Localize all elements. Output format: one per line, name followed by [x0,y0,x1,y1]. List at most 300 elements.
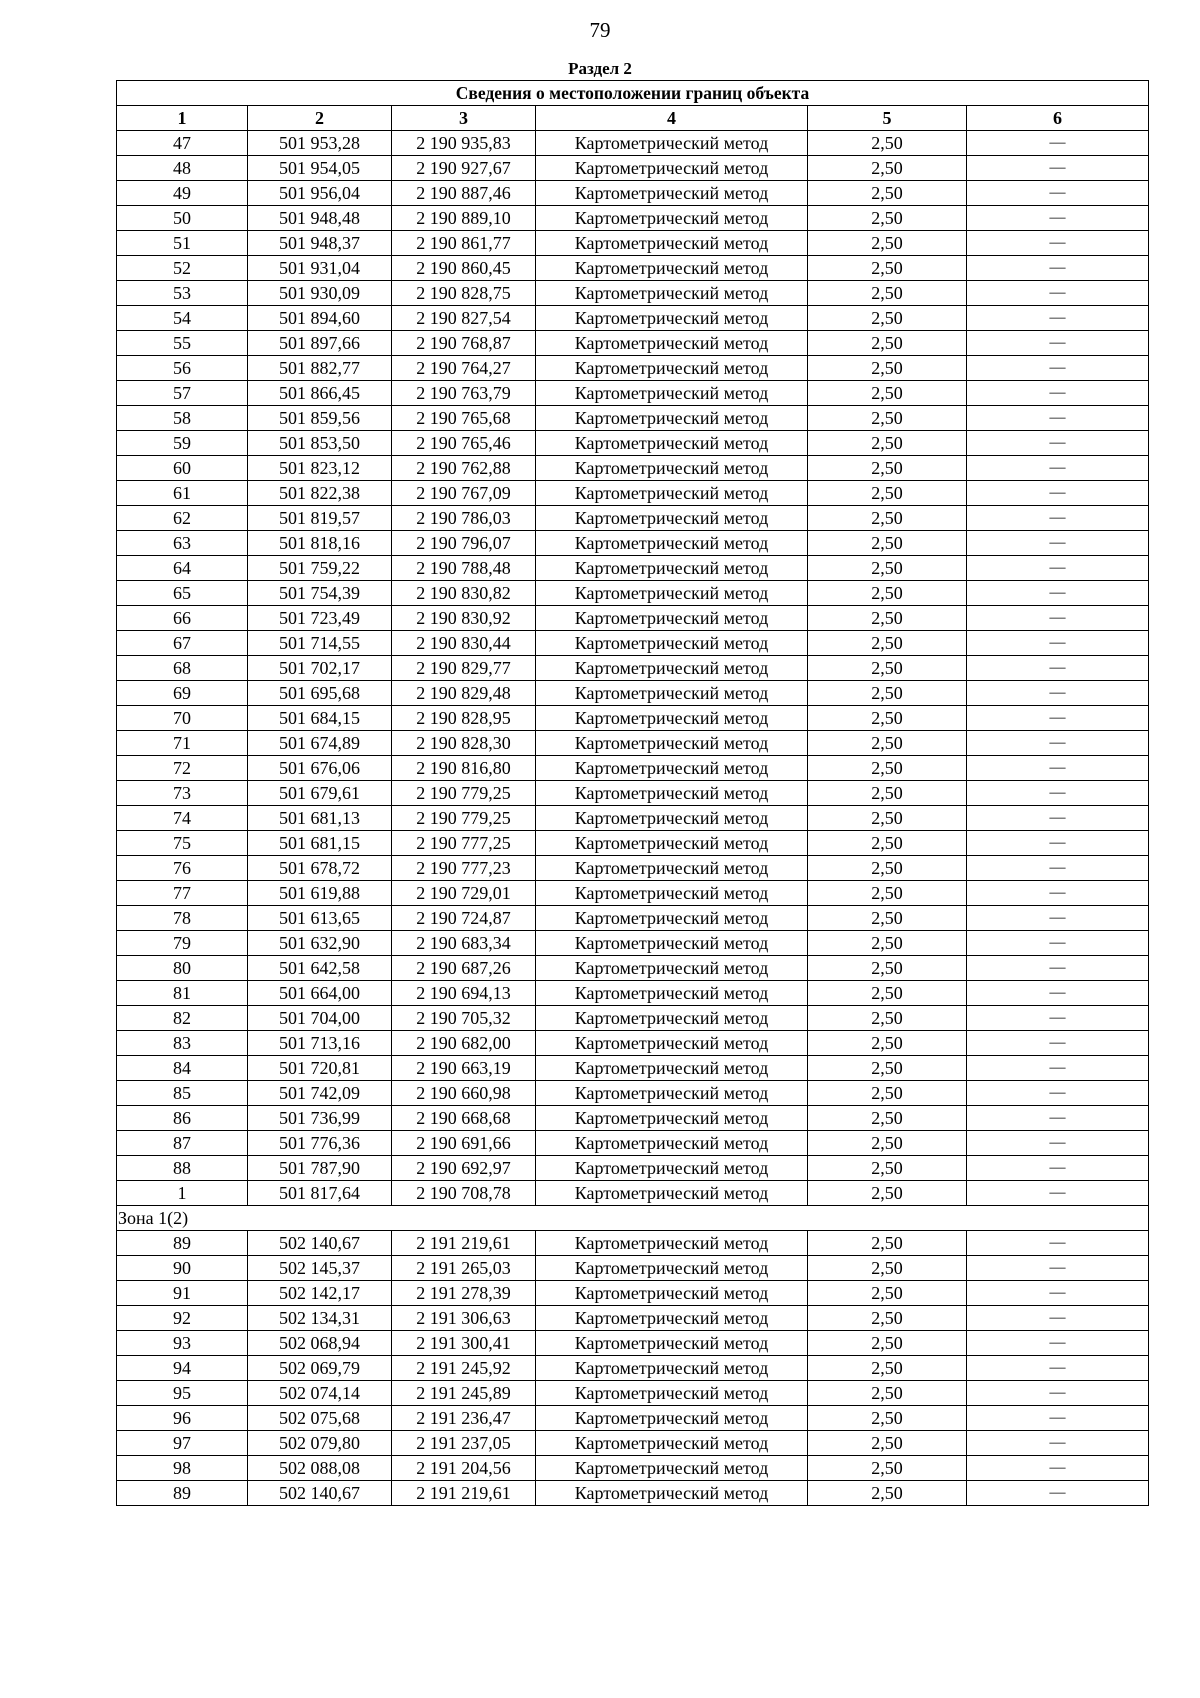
point-number-cell: 53 [117,281,248,306]
accuracy-cell: 2,50 [808,806,967,831]
table-row [117,831,1149,856]
accuracy-cell: 2,50 [808,1031,967,1056]
table-row [117,1406,1149,1431]
method-cell: Картометрический метод [536,956,808,981]
method-cell: Картометрический метод [536,281,808,306]
x-coordinate-cell: 501 859,56 [248,406,392,431]
description-cell: — [967,831,1149,856]
x-coordinate-cell: 502 075,68 [248,1406,392,1431]
y-coordinate-cell: 2 190 687,26 [392,956,536,981]
table-row [117,1481,1149,1506]
description-cell: — [967,956,1149,981]
point-number-cell: 78 [117,906,248,931]
y-coordinate-cell: 2 190 777,23 [392,856,536,881]
y-coordinate-cell: 2 190 691,66 [392,1131,536,1156]
description-cell: — [967,981,1149,1006]
x-coordinate-cell: 501 642,58 [248,956,392,981]
x-coordinate-cell: 501 619,88 [248,881,392,906]
y-coordinate-cell: 2 191 278,39 [392,1281,536,1306]
accuracy-cell: 2,50 [808,931,967,956]
accuracy-cell: 2,50 [808,581,967,606]
accuracy-cell: 2,50 [808,856,967,881]
table-row [117,431,1149,456]
method-cell: Картометрический метод [536,131,808,156]
y-coordinate-cell: 2 191 300,41 [392,1331,536,1356]
method-cell: Картометрический метод [536,556,808,581]
accuracy-cell: 2,50 [808,681,967,706]
x-coordinate-cell: 501 823,12 [248,456,392,481]
zone-label: Зона 1(2) [117,1206,1149,1231]
method-cell: Картометрический метод [536,1431,808,1456]
y-coordinate-cell: 2 190 777,25 [392,831,536,856]
point-number-cell: 50 [117,206,248,231]
column-header: 1 [117,106,248,131]
accuracy-cell: 2,50 [808,556,967,581]
point-number-cell: 84 [117,1056,248,1081]
description-cell: — [967,631,1149,656]
accuracy-cell: 2,50 [808,531,967,556]
table-row [117,481,1149,506]
table-row [117,1081,1149,1106]
accuracy-cell: 2,50 [808,181,967,206]
x-coordinate-cell: 501 702,17 [248,656,392,681]
x-coordinate-cell: 502 068,94 [248,1331,392,1356]
y-coordinate-cell: 2 190 762,88 [392,456,536,481]
table-row [117,781,1149,806]
y-coordinate-cell: 2 191 245,89 [392,1381,536,1406]
accuracy-cell: 2,50 [808,731,967,756]
accuracy-cell: 2,50 [808,606,967,631]
y-coordinate-cell: 2 190 935,83 [392,131,536,156]
description-cell: — [967,256,1149,281]
method-cell: Картометрический метод [536,631,808,656]
table-row [117,581,1149,606]
point-number-cell: 77 [117,881,248,906]
table-row [117,531,1149,556]
description-cell: — [967,406,1149,431]
point-number-cell: 82 [117,1006,248,1031]
point-number-cell: 88 [117,1156,248,1181]
description-cell: — [967,506,1149,531]
zone-row [117,1206,1149,1231]
method-cell: Картометрический метод [536,1231,808,1256]
y-coordinate-cell: 2 190 927,67 [392,156,536,181]
table-caption-row [117,81,1149,106]
method-cell: Картометрический метод [536,231,808,256]
description-cell: — [967,606,1149,631]
method-cell: Картометрический метод [536,256,808,281]
x-coordinate-cell: 501 956,04 [248,181,392,206]
method-cell: Картометрический метод [536,1281,808,1306]
method-cell: Картометрический метод [536,1106,808,1131]
boundary-coordinates-table [116,80,1149,1506]
accuracy-cell: 2,50 [808,481,967,506]
accuracy-cell: 2,50 [808,1456,967,1481]
point-number-cell: 47 [117,131,248,156]
x-coordinate-cell: 502 140,67 [248,1481,392,1506]
method-cell: Картометрический метод [536,181,808,206]
table-row [117,1456,1149,1481]
x-coordinate-cell: 501 684,15 [248,706,392,731]
description-cell: — [967,681,1149,706]
description-cell: — [967,331,1149,356]
y-coordinate-cell: 2 190 692,97 [392,1156,536,1181]
y-coordinate-cell: 2 190 764,27 [392,356,536,381]
accuracy-cell: 2,50 [808,456,967,481]
accuracy-cell: 2,50 [808,1106,967,1131]
y-coordinate-cell: 2 190 889,10 [392,206,536,231]
method-cell: Картометрический метод [536,1331,808,1356]
y-coordinate-cell: 2 190 860,45 [392,256,536,281]
point-number-cell: 92 [117,1306,248,1331]
point-number-cell: 54 [117,306,248,331]
accuracy-cell: 2,50 [808,1481,967,1506]
description-cell: — [967,1156,1149,1181]
x-coordinate-cell: 501 681,13 [248,806,392,831]
point-number-cell: 90 [117,1256,248,1281]
description-cell: — [967,306,1149,331]
x-coordinate-cell: 502 140,67 [248,1231,392,1256]
description-cell: — [967,1181,1149,1206]
y-coordinate-cell: 2 190 828,95 [392,706,536,731]
method-cell: Картометрический метод [536,1181,808,1206]
accuracy-cell: 2,50 [808,256,967,281]
point-number-cell: 74 [117,806,248,831]
table-caption: Сведения о местоположении границ объекта [117,81,1149,106]
x-coordinate-cell: 501 678,72 [248,856,392,881]
table-row [117,231,1149,256]
description-cell: — [967,1256,1149,1281]
method-cell: Картометрический метод [536,481,808,506]
method-cell: Картометрический метод [536,306,808,331]
method-cell: Картометрический метод [536,406,808,431]
method-cell: Картометрический метод [536,681,808,706]
point-number-cell: 65 [117,581,248,606]
description-cell: — [967,1431,1149,1456]
accuracy-cell: 2,50 [808,1081,967,1106]
method-cell: Картометрический метод [536,1356,808,1381]
method-cell: Картометрический метод [536,831,808,856]
x-coordinate-cell: 501 723,49 [248,606,392,631]
point-number-cell: 58 [117,406,248,431]
x-coordinate-cell: 501 853,50 [248,431,392,456]
method-cell: Картометрический метод [536,706,808,731]
point-number-cell: 52 [117,256,248,281]
method-cell: Картометрический метод [536,1406,808,1431]
description-cell: — [967,156,1149,181]
x-coordinate-cell: 502 074,14 [248,1381,392,1406]
method-cell: Картометрический метод [536,1156,808,1181]
method-cell: Картометрический метод [536,1381,808,1406]
x-coordinate-cell: 501 754,39 [248,581,392,606]
table-row [117,631,1149,656]
point-number-cell: 61 [117,481,248,506]
method-cell: Картометрический метод [536,531,808,556]
description-cell: — [967,706,1149,731]
table-row [117,981,1149,1006]
accuracy-cell: 2,50 [808,1131,967,1156]
accuracy-cell: 2,50 [808,281,967,306]
point-number-cell: 62 [117,506,248,531]
accuracy-cell: 2,50 [808,1281,967,1306]
x-coordinate-cell: 501 882,77 [248,356,392,381]
x-coordinate-cell: 501 713,16 [248,1031,392,1056]
x-coordinate-cell: 501 776,36 [248,1131,392,1156]
column-header: 2 [248,106,392,131]
y-coordinate-cell: 2 190 765,46 [392,431,536,456]
description-cell: — [967,556,1149,581]
table-row [117,156,1149,181]
point-number-cell: 68 [117,656,248,681]
description-cell: — [967,1381,1149,1406]
method-cell: Картометрический метод [536,1306,808,1331]
x-coordinate-cell: 502 079,80 [248,1431,392,1456]
method-cell: Картометрический метод [536,581,808,606]
description-cell: — [967,1106,1149,1131]
method-cell: Картометрический метод [536,1131,808,1156]
table-row [117,456,1149,481]
accuracy-cell: 2,50 [808,1056,967,1081]
accuracy-cell: 2,50 [808,1356,967,1381]
method-cell: Картометрический метод [536,431,808,456]
y-coordinate-cell: 2 191 219,61 [392,1231,536,1256]
accuracy-cell: 2,50 [808,1231,967,1256]
x-coordinate-cell: 501 930,09 [248,281,392,306]
description-cell: — [967,906,1149,931]
accuracy-cell: 2,50 [808,156,967,181]
table-row [117,406,1149,431]
y-coordinate-cell: 2 190 682,00 [392,1031,536,1056]
point-number-cell: 89 [117,1481,248,1506]
description-cell: — [967,481,1149,506]
description-cell: — [967,806,1149,831]
x-coordinate-cell: 501 894,60 [248,306,392,331]
method-cell: Картометрический метод [536,1481,808,1506]
y-coordinate-cell: 2 191 265,03 [392,1256,536,1281]
method-cell: Картометрический метод [536,856,808,881]
description-cell: — [967,456,1149,481]
table-row [117,756,1149,781]
accuracy-cell: 2,50 [808,881,967,906]
method-cell: Картометрический метод [536,356,808,381]
x-coordinate-cell: 501 714,55 [248,631,392,656]
point-number-cell: 79 [117,931,248,956]
accuracy-cell: 2,50 [808,831,967,856]
x-coordinate-cell: 501 954,05 [248,156,392,181]
description-cell: — [967,1231,1149,1256]
table-row [117,131,1149,156]
table-row [117,881,1149,906]
y-coordinate-cell: 2 190 828,30 [392,731,536,756]
y-coordinate-cell: 2 190 887,46 [392,181,536,206]
point-number-cell: 1 [117,1181,248,1206]
accuracy-cell: 2,50 [808,631,967,656]
x-coordinate-cell: 501 695,68 [248,681,392,706]
y-coordinate-cell: 2 190 796,07 [392,531,536,556]
x-coordinate-cell: 501 676,06 [248,756,392,781]
point-number-cell: 85 [117,1081,248,1106]
column-header: 5 [808,106,967,131]
point-number-cell: 95 [117,1381,248,1406]
point-number-cell: 71 [117,731,248,756]
table-row [117,1306,1149,1331]
y-coordinate-cell: 2 190 816,80 [392,756,536,781]
method-cell: Картометрический метод [536,1056,808,1081]
y-coordinate-cell: 2 190 668,68 [392,1106,536,1131]
table-row [117,506,1149,531]
accuracy-cell: 2,50 [808,656,967,681]
description-cell: — [967,206,1149,231]
x-coordinate-cell: 501 759,22 [248,556,392,581]
description-cell: — [967,1456,1149,1481]
y-coordinate-cell: 2 190 828,75 [392,281,536,306]
y-coordinate-cell: 2 191 245,92 [392,1356,536,1381]
accuracy-cell: 2,50 [808,131,967,156]
accuracy-cell: 2,50 [808,1156,967,1181]
column-header: 3 [392,106,536,131]
x-coordinate-cell: 502 088,08 [248,1456,392,1481]
y-coordinate-cell: 2 190 729,01 [392,881,536,906]
point-number-cell: 98 [117,1456,248,1481]
table-row [117,1056,1149,1081]
accuracy-cell: 2,50 [808,331,967,356]
accuracy-cell: 2,50 [808,1306,967,1331]
y-coordinate-cell: 2 190 705,32 [392,1006,536,1031]
description-cell: — [967,781,1149,806]
description-cell: — [967,1306,1149,1331]
point-number-cell: 83 [117,1031,248,1056]
x-coordinate-cell: 501 736,99 [248,1106,392,1131]
point-number-cell: 76 [117,856,248,881]
y-coordinate-cell: 2 190 767,09 [392,481,536,506]
table-row [117,681,1149,706]
description-cell: — [967,231,1149,256]
table-row [117,1256,1149,1281]
table-row [117,956,1149,981]
x-coordinate-cell: 501 632,90 [248,931,392,956]
section-title: Раздел 2 [568,59,632,78]
method-cell: Картометрический метод [536,656,808,681]
point-number-cell: 80 [117,956,248,981]
point-number-cell: 97 [117,1431,248,1456]
y-coordinate-cell: 2 190 765,68 [392,406,536,431]
table-row [117,306,1149,331]
point-number-cell: 55 [117,331,248,356]
point-number-cell: 67 [117,631,248,656]
method-cell: Картометрический метод [536,981,808,1006]
table-row [117,656,1149,681]
description-cell: — [967,381,1149,406]
y-coordinate-cell: 2 190 788,48 [392,556,536,581]
x-coordinate-cell: 501 948,48 [248,206,392,231]
accuracy-cell: 2,50 [808,956,967,981]
y-coordinate-cell: 2 190 683,34 [392,931,536,956]
x-coordinate-cell: 501 742,09 [248,1081,392,1106]
y-coordinate-cell: 2 191 236,47 [392,1406,536,1431]
description-cell: — [967,1056,1149,1081]
x-coordinate-cell: 501 866,45 [248,381,392,406]
description-cell: — [967,656,1149,681]
method-cell: Картометрический метод [536,881,808,906]
x-coordinate-cell: 501 948,37 [248,231,392,256]
y-coordinate-cell: 2 190 660,98 [392,1081,536,1106]
accuracy-cell: 2,50 [808,781,967,806]
x-coordinate-cell: 501 720,81 [248,1056,392,1081]
x-coordinate-cell: 501 819,57 [248,506,392,531]
method-cell: Картометрический метод [536,506,808,531]
accuracy-cell: 2,50 [808,1181,967,1206]
y-coordinate-cell: 2 190 779,25 [392,781,536,806]
point-number-cell: 87 [117,1131,248,1156]
method-cell: Картометрический метод [536,1081,808,1106]
y-coordinate-cell: 2 190 724,87 [392,906,536,931]
y-coordinate-cell: 2 190 829,77 [392,656,536,681]
description-cell: — [967,281,1149,306]
accuracy-cell: 2,50 [808,381,967,406]
description-cell: — [967,531,1149,556]
table-row [117,906,1149,931]
point-number-cell: 94 [117,1356,248,1381]
method-cell: Картометрический метод [536,1006,808,1031]
description-cell: — [967,431,1149,456]
description-cell: — [967,1406,1149,1431]
method-cell: Картометрический метод [536,331,808,356]
accuracy-cell: 2,50 [808,981,967,1006]
table-row [117,556,1149,581]
y-coordinate-cell: 2 190 763,79 [392,381,536,406]
x-coordinate-cell: 501 681,15 [248,831,392,856]
accuracy-cell: 2,50 [808,356,967,381]
y-coordinate-cell: 2 190 827,54 [392,306,536,331]
description-cell: — [967,181,1149,206]
x-coordinate-cell: 501 817,64 [248,1181,392,1206]
table-row [117,731,1149,756]
accuracy-cell: 2,50 [808,206,967,231]
description-cell: — [967,881,1149,906]
table-row [117,1131,1149,1156]
y-coordinate-cell: 2 190 779,25 [392,806,536,831]
description-cell: — [967,1006,1149,1031]
point-number-cell: 96 [117,1406,248,1431]
accuracy-cell: 2,50 [808,1256,967,1281]
x-coordinate-cell: 501 664,00 [248,981,392,1006]
method-cell: Картометрический метод [536,806,808,831]
description-cell: — [967,1131,1149,1156]
x-coordinate-cell: 501 679,61 [248,781,392,806]
table-row [117,1281,1149,1306]
table-header-row [117,106,1149,131]
description-cell: — [967,581,1149,606]
table-row [117,1106,1149,1131]
table-row [117,1431,1149,1456]
point-number-cell: 73 [117,781,248,806]
table-row [117,1156,1149,1181]
point-number-cell: 49 [117,181,248,206]
point-number-cell: 59 [117,431,248,456]
table-row [117,806,1149,831]
point-number-cell: 70 [117,706,248,731]
method-cell: Картометрический метод [536,781,808,806]
point-number-cell: 51 [117,231,248,256]
accuracy-cell: 2,50 [808,1331,967,1356]
x-coordinate-cell: 502 069,79 [248,1356,392,1381]
x-coordinate-cell: 501 953,28 [248,131,392,156]
description-cell: — [967,856,1149,881]
column-header: 4 [536,106,808,131]
x-coordinate-cell: 501 787,90 [248,1156,392,1181]
method-cell: Картометрический метод [536,1456,808,1481]
point-number-cell: 93 [117,1331,248,1356]
